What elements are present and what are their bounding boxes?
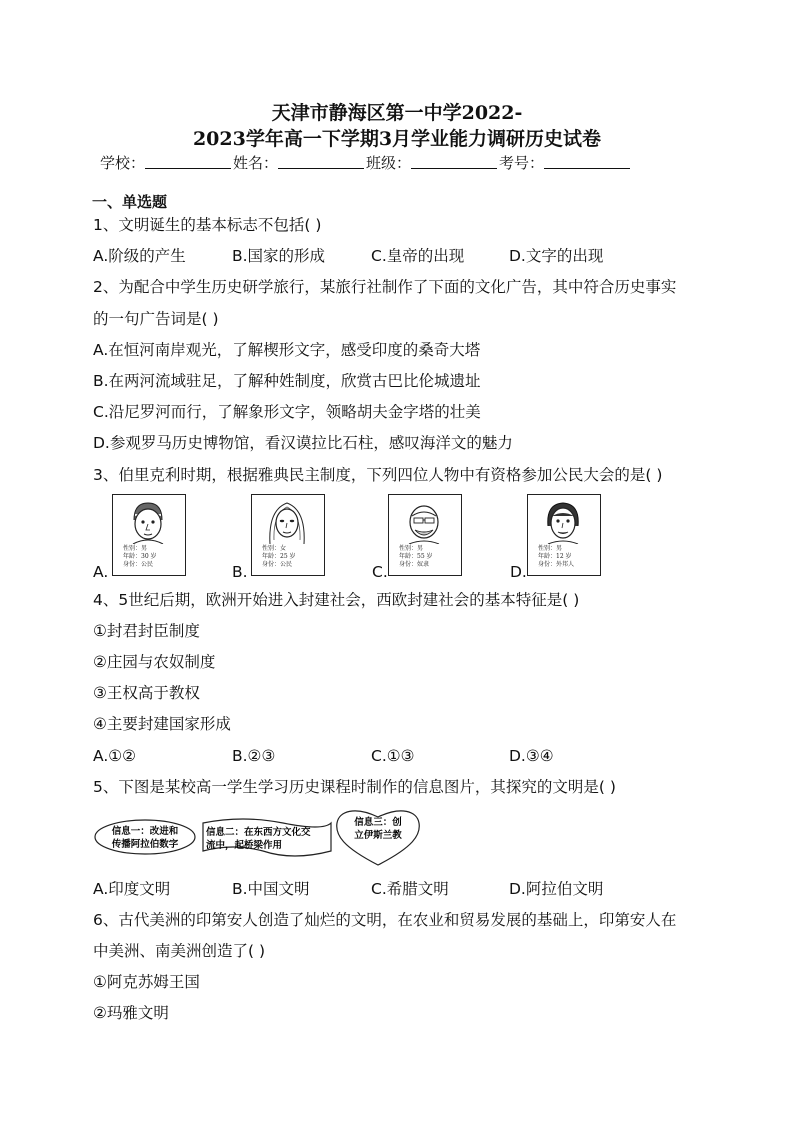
info-3-line2: 立伊斯兰教 [354,830,402,841]
option-a: A.在恒河南岸观光，了解楔形文字，感受印度的桑奇大塔 [93,341,481,359]
exam-title-line2: 2023学年高一下学期3月学业能力调研历史试卷 [192,128,602,150]
question-1-stem: 1、文明诞生的基本标志不包括( ) [93,216,322,234]
option-c: C.沿尼罗河而行，了解象形文字，领略胡夫金字塔的壮美 [93,403,481,421]
question-2-stem-line1: 2、为配合中学生历史研学旅行，某旅行社制作了下面的文化广告，其中符合历史事实 [93,278,677,296]
option-b: B.国家的形成 [232,247,326,265]
option-d: D.③④ [509,747,554,765]
exam-number-blank [544,152,630,169]
statement-1: ①阿克苏姆王国 [93,973,200,991]
option-c: C.皇帝的出现 [371,247,465,265]
statement-1: ①封君封臣制度 [93,622,200,640]
person-card-b [251,494,325,576]
class-label: 班级： [366,154,412,172]
question-2-stem-line2: 的一句广告词是( ) [93,310,219,328]
student-info-row [100,152,700,173]
question-4-stem: 4、5世纪后期，欧洲开始进入封建社会，西欧封建社会的基本特征是( ) [93,591,580,609]
info-3-line1: 信息三：创 [354,817,402,828]
woman-portrait-icon [264,500,310,544]
statement-2: ②玛雅文明 [93,1004,169,1022]
option-d-label: D. [510,563,527,581]
question-4-options [93,746,713,766]
card-c-caption: 性别：男 年龄：55 岁 身份：奴隶 [399,545,433,568]
person-card-c [388,494,462,576]
class-blank [411,152,497,169]
option-c-label: C. [372,563,388,581]
person-card-d [527,494,601,576]
card-a-caption: 性别：男 年龄：30 岁 身份：公民 [123,545,157,568]
option-a-label: A. [93,563,109,581]
statement-3: ③王权高于教权 [93,684,200,702]
name-label: 姓名： [233,154,279,172]
school-label: 学校： [100,154,146,172]
option-d: D.文字的出现 [509,247,604,265]
foreigner-portrait-icon [540,500,586,544]
question-6-stem-line2: 中美洲、南美洲创造了( ) [93,942,266,960]
school-blank [145,152,231,169]
info-pictures [93,807,423,869]
option-d: D.参观罗马历史博物馆，看汉谟拉比石柱，感叹海洋文的魅力 [93,434,513,452]
question-5-options [93,879,713,899]
info-2-line1: 信息二：在东西方文化交 [206,827,311,838]
old-man-portrait-icon [401,500,447,544]
info-2-line2: 流中，起桥梁作用 [206,840,283,851]
option-b-label: B. [232,563,248,581]
name-blank [278,152,364,169]
option-a: A.阶级的产生 [93,247,186,265]
card-d-caption: 性别：男 年龄：12 岁 身份：外邦人 [538,545,575,568]
statement-4: ④主要封建国家形成 [93,715,231,733]
person-card-a [112,494,186,576]
statement-2: ②庄园与农奴制度 [93,653,216,671]
question-3-stem: 3、伯里克利时期，根据雅典民主制度，下列四位人物中有资格参加公民大会的是( ) [93,466,663,484]
option-b: B.中国文明 [232,880,310,898]
question-5-stem: 5、下图是某校高一学生学习历史课程时制作的信息图片，其探究的文明是( ) [93,778,616,796]
exam-number-label: 考号： [499,154,545,172]
option-c: C.①③ [371,747,415,765]
info-1-line2: 传播阿拉伯数字 [111,839,179,850]
card-b-caption: 性别：女 年龄：25 岁 身份：公民 [262,545,296,568]
option-c: C.希腊文明 [371,880,449,898]
question-6-stem-line1: 6、古代美洲的印第安人创造了灿烂的文明，在农业和贸易发展的基础上，印第安人在 [93,911,677,929]
option-d: D.阿拉伯文明 [509,880,604,898]
question-1-options [93,246,713,266]
exam-title-line1: 天津市静海区第一中学2022- [271,102,523,124]
option-b: B.②③ [232,747,276,765]
option-a: A.印度文明 [93,880,171,898]
section-title: 一、单选题 [92,193,168,211]
man-portrait-icon [125,500,171,544]
option-b: B.在两河流域驻足，了解种姓制度，欣赏古巴比伦城遗址 [93,372,481,390]
option-a: A.①② [93,747,137,765]
info-1-line1: 信息一：改进和 [111,826,179,837]
